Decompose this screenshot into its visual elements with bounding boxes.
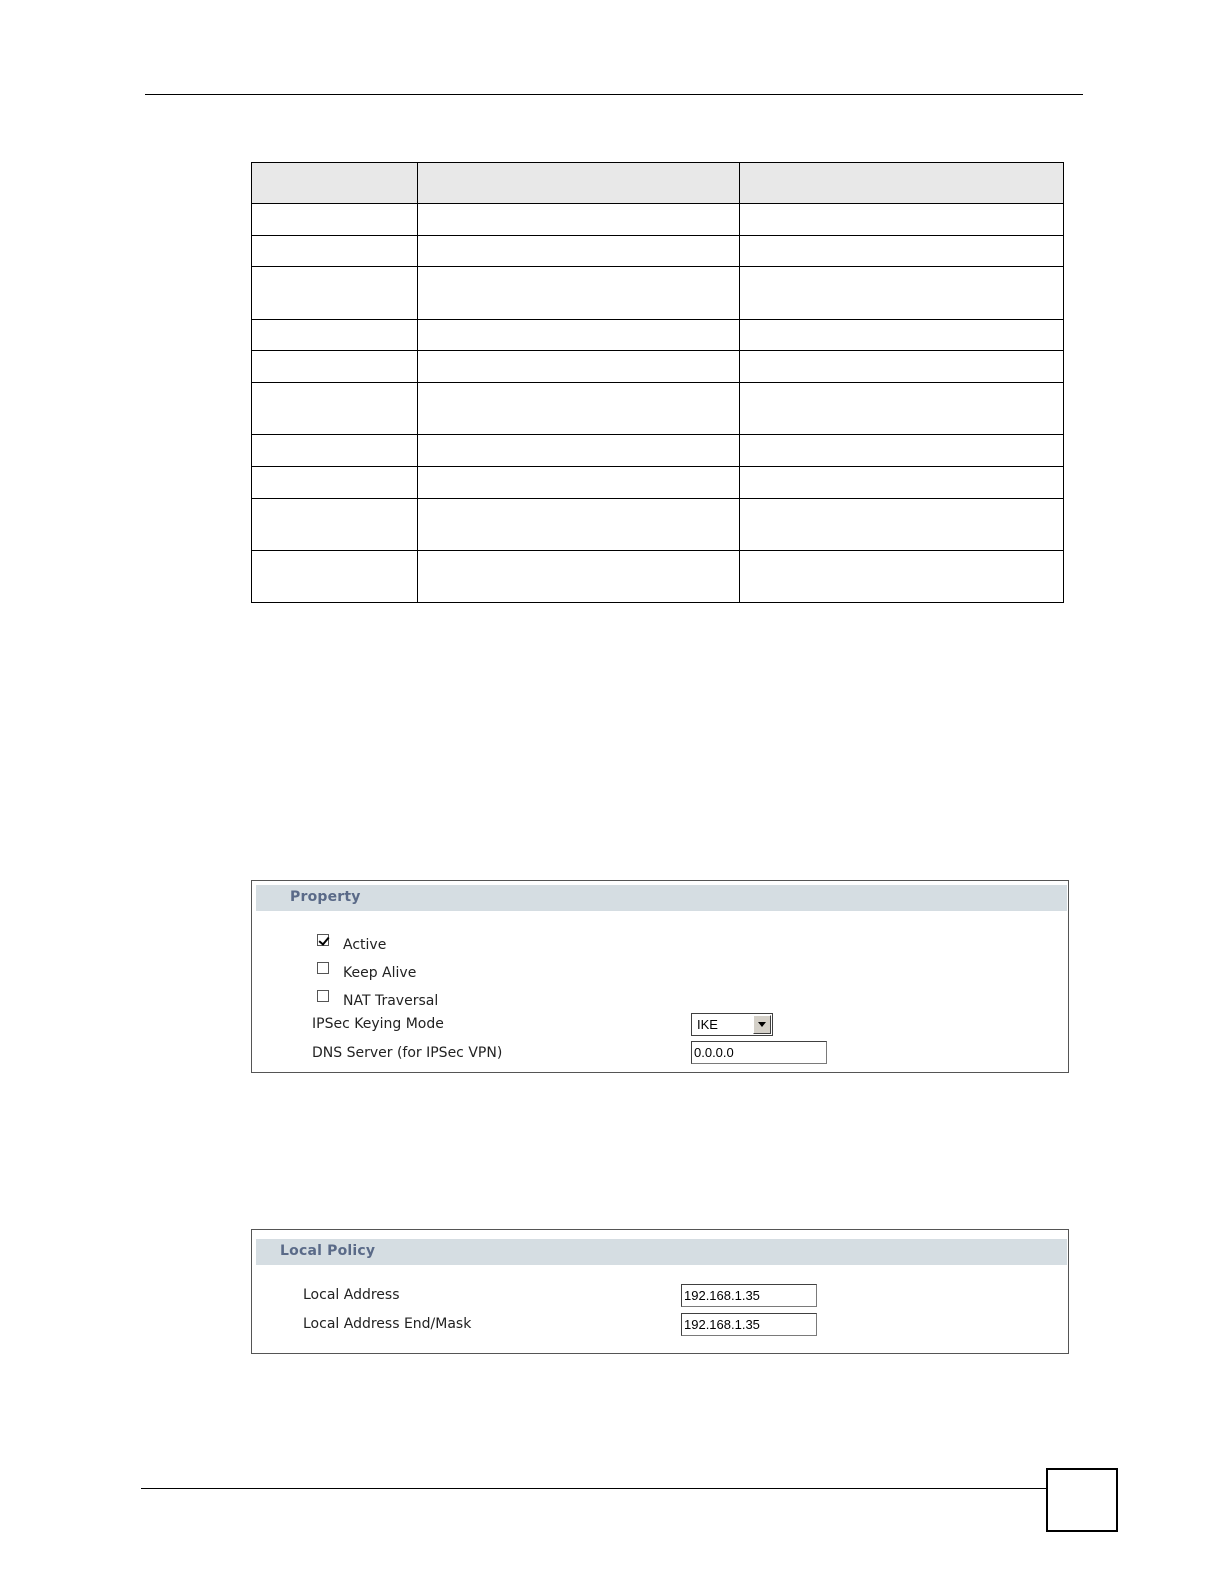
keying-mode-value: IKE [697,1017,718,1032]
property-panel [251,880,1069,1073]
table-row [252,467,1064,499]
table-cell [252,267,418,320]
nat-traversal-label: NAT Traversal [343,993,439,1009]
table-cell [252,435,418,467]
table-cell [418,204,740,236]
table-header-cell [252,163,418,204]
table-cell [252,351,418,383]
table-cell [252,551,418,603]
table-cell [418,320,740,351]
table-cell [740,383,1064,435]
local-address-end-label: Local Address End/Mask [303,1316,472,1332]
table-header-cell [740,163,1064,204]
table-cell [418,467,740,499]
table-cell [418,383,740,435]
table-row [252,236,1064,267]
active-label: Active [343,937,387,953]
property-panel-header [256,885,1067,911]
table-cell [418,351,740,383]
table-cell [252,320,418,351]
local-policy-panel [251,1229,1069,1354]
table-cell [740,204,1064,236]
header-rule [145,94,1083,95]
keying-mode-select[interactable] [691,1013,773,1036]
table-cell [252,499,418,551]
property-panel-title: Property [290,889,361,905]
dns-server-input[interactable]: 0.0.0.0 [691,1041,827,1064]
table-cell [740,467,1064,499]
table-cell [740,351,1064,383]
local-address-label: Local Address [303,1287,400,1303]
local-address-input[interactable]: 192.168.1.35 [681,1284,817,1307]
table-row [252,204,1064,236]
table-cell [740,435,1064,467]
active-checkbox[interactable] [317,934,329,946]
table-row [252,383,1064,435]
dns-server-label: DNS Server (for IPSec VPN) [312,1045,503,1061]
table-row [252,320,1064,351]
reference-table [251,162,1064,603]
table-row [252,499,1064,551]
checkmark-icon [318,934,329,946]
keep-alive-label: Keep Alive [343,965,417,981]
table-row [252,267,1064,320]
local-address-end-input[interactable]: 192.168.1.35 [681,1313,817,1336]
table-cell [418,435,740,467]
page-number-box [1046,1468,1118,1532]
chevron-down-icon [758,1022,766,1027]
table-cell [740,236,1064,267]
table-cell [252,236,418,267]
table-cell [740,320,1064,351]
footer-rule [141,1488,1046,1489]
table-header-cell [418,163,740,204]
table-cell [740,499,1064,551]
dropdown-button[interactable] [753,1015,771,1034]
table-row [252,551,1064,603]
table-cell [740,267,1064,320]
table-cell [418,551,740,603]
table-cell [740,551,1064,603]
table-cell [418,236,740,267]
table-cell [252,383,418,435]
table-cell [252,467,418,499]
keep-alive-checkbox[interactable] [317,962,329,974]
nat-traversal-checkbox[interactable] [317,990,329,1002]
table-cell [418,499,740,551]
local-policy-panel-title: Local Policy [280,1243,376,1259]
table-cell [418,267,740,320]
keying-mode-label: IPSec Keying Mode [312,1016,444,1032]
table-cell [252,204,418,236]
table-row [252,351,1064,383]
table-row [252,435,1064,467]
table-header-row [252,163,1064,204]
local-policy-panel-header [256,1239,1067,1265]
